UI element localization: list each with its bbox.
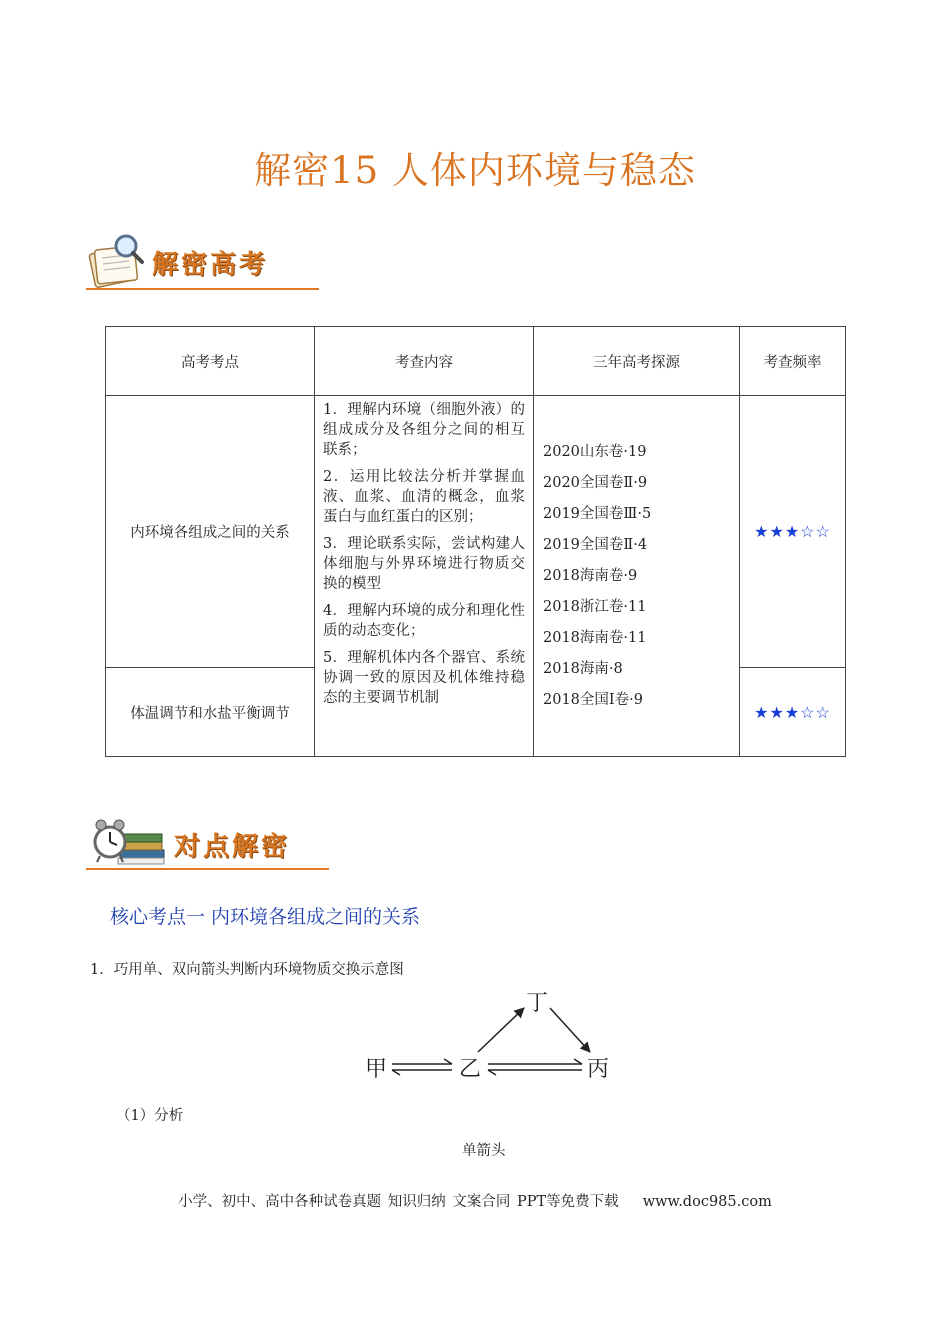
header-frequency: 考查频率 [740,327,846,396]
header-content: 考查内容 [315,327,534,396]
arrow-yi-to-ding [478,1008,524,1052]
arrow-ding-to-bing [550,1008,590,1052]
exam-table [105,326,846,757]
row-point: 体温调节和水盐平衡调节 [106,668,315,757]
alarm-clock-books-icon [92,812,168,868]
page-footer [0,1190,950,1211]
source-item: 2018海南卷·9 [543,567,638,584]
node-ding: 丁 [525,991,549,1016]
node-jia: 甲 [364,1057,388,1082]
exchange-diagram [352,984,632,1084]
row-point: 内环境各组成之间的关系 [106,396,315,668]
points-banner-label: 对点解密 [174,832,291,862]
notebook-magnifier-icon [86,232,148,290]
source-item: 2020山东卷·19 [543,443,647,460]
content-item: 2．运用比较法分析并掌握血液、血浆、血清的概念，血浆蛋白与血红蛋白的区别； [323,469,525,525]
exam-banner-underline [86,288,319,290]
node-yi: 乙 [458,1057,482,1082]
source-item: 2019全国卷Ⅱ·4 [543,536,648,553]
sub-item-single-arrow: 单箭头 [462,1143,506,1159]
footer-text: 小学、初中、高中各种试卷真题 知识归纳 文案合同 PPT等免费下载 [178,1194,619,1210]
footer-url[interactable]: www.doc985.com [642,1194,772,1210]
frequency-stars: ★★★☆☆ [740,396,846,668]
points-banner-underline [86,868,329,870]
table-header-row [106,327,846,396]
source-item: 2018全国Ⅰ卷·9 [543,691,643,708]
exam-banner [86,232,321,292]
frequency-stars: ★★★☆☆ [740,668,846,757]
source-item: 2018海南卷·11 [543,629,647,646]
core-point-heading: 核心考点一 内环境各组成之间的关系 [110,906,421,928]
content-item: 4．理解内环境的成分和理化性质的动态变化； [323,603,525,639]
content-cell [315,396,534,757]
exam-banner-label: 解密高考 [152,250,269,280]
table-row [106,396,846,668]
points-banner [86,812,331,870]
item-1-text: 1．巧用单、双向箭头判断内环境物质交换示意图 [90,962,404,978]
source-item: 2018海南·8 [543,660,623,677]
content-item: 3．理论联系实际，尝试构建人体细胞与外界环境进行物质交换的模型 [323,536,525,592]
source-item: 2020全国卷Ⅱ·9 [543,474,648,491]
header-sources: 三年高考探源 [534,327,740,396]
node-bing: 丙 [586,1057,610,1082]
sub-item-analysis: （1）分析 [116,1108,184,1124]
content-item: 5．理解机体内各个器官、系统协调一致的原因及机体维持稳态的主要调节机制 [323,650,525,706]
source-item: 2019全国卷Ⅲ·5 [543,505,652,522]
page-title: 解密15 人体内环境与稳态 [254,149,696,192]
content-item: 1．理解内环境（细胞外液）的组成成分及各组分之间的相互联系； [323,402,525,458]
header-point: 高考考点 [106,327,315,396]
source-item: 2018浙江卷·11 [543,598,647,615]
sources-cell [534,396,740,757]
